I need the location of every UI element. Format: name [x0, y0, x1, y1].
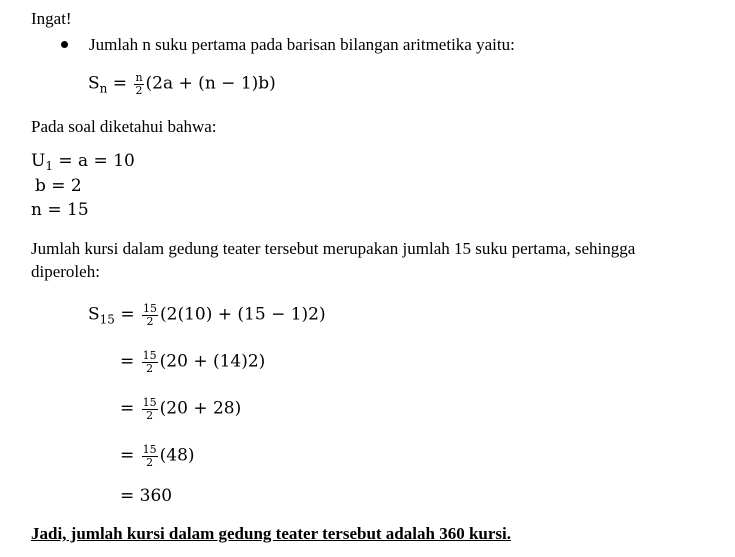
step-result [120, 488, 172, 505]
formula-fraction [134, 72, 143, 96]
step-3-frac-den: 2 [146, 408, 154, 422]
known-u1-rest: = a = 10 [52, 151, 135, 171]
conclusion: Jadi, jumlah kursi dalam gedung teater tersebut adalah 360 kursi. [31, 524, 511, 543]
known-b: b = 2 [35, 176, 82, 196]
step-2-frac-num: 15 [142, 349, 157, 362]
step-1-eq: = [120, 304, 135, 325]
step-1 [88, 303, 326, 327]
result-eq: = [120, 486, 135, 506]
step-2 [120, 350, 265, 374]
known-intro: Pada soal diketahui bahwa: [31, 117, 217, 136]
formula-eq: = [112, 73, 128, 94]
step-3 [120, 397, 241, 421]
step-2-fraction [142, 350, 158, 374]
heading-ingat: Ingat! [31, 9, 72, 28]
formula-frac-den: 2 [135, 83, 143, 97]
formula-lhs-sub: n [99, 81, 108, 96]
step-3-frac-num: 15 [142, 396, 157, 409]
step-1-expr: (2(10) + (15 − 1)2) [160, 304, 326, 325]
step-1-frac-num: 15 [143, 302, 157, 315]
known-u1-var: U [31, 151, 46, 171]
steps-lhs-sub: 15 [99, 312, 115, 327]
sum-formula [88, 72, 276, 96]
formula-frac-num: n [135, 71, 143, 84]
step-3-expr: (20 + 28) [159, 398, 242, 419]
step-2-frac-den: 2 [146, 361, 154, 375]
bullet-text: Jumlah n suku pertama pada barisan bilangan aritmetika yaitu: [89, 35, 515, 54]
step-4-fraction [142, 444, 158, 468]
step-4-expr: (48) [159, 445, 195, 466]
bullet-dot-icon [61, 41, 68, 48]
formula-lhs: S [88, 73, 100, 94]
step-4-frac-num: 15 [142, 443, 157, 456]
result-value: 360 [139, 486, 173, 506]
paragraph-line-1: Jumlah kursi dalam gedung teater tersebut merupakan jumlah 15 suku pertama, sehingga [31, 239, 636, 258]
known-u1-sub: 1 [45, 159, 53, 173]
steps-lhs: S [88, 304, 100, 325]
step-2-expr: (20 + (14)2) [159, 351, 266, 372]
step-1-fraction [142, 303, 158, 327]
step-2-eq: = [120, 351, 135, 372]
formula-rhs: (2a + (n − 1)b) [145, 73, 276, 94]
step-1-frac-den: 2 [146, 314, 154, 328]
step-3-fraction [142, 397, 158, 421]
step-3-eq: = [120, 398, 135, 419]
known-n: n = 15 [31, 200, 89, 220]
paragraph-line-2: diperoleh: [31, 262, 100, 281]
known-u1 [31, 151, 135, 173]
step-4-eq: = [120, 445, 135, 466]
step-4 [120, 444, 195, 468]
step-4-frac-den: 2 [146, 455, 154, 469]
